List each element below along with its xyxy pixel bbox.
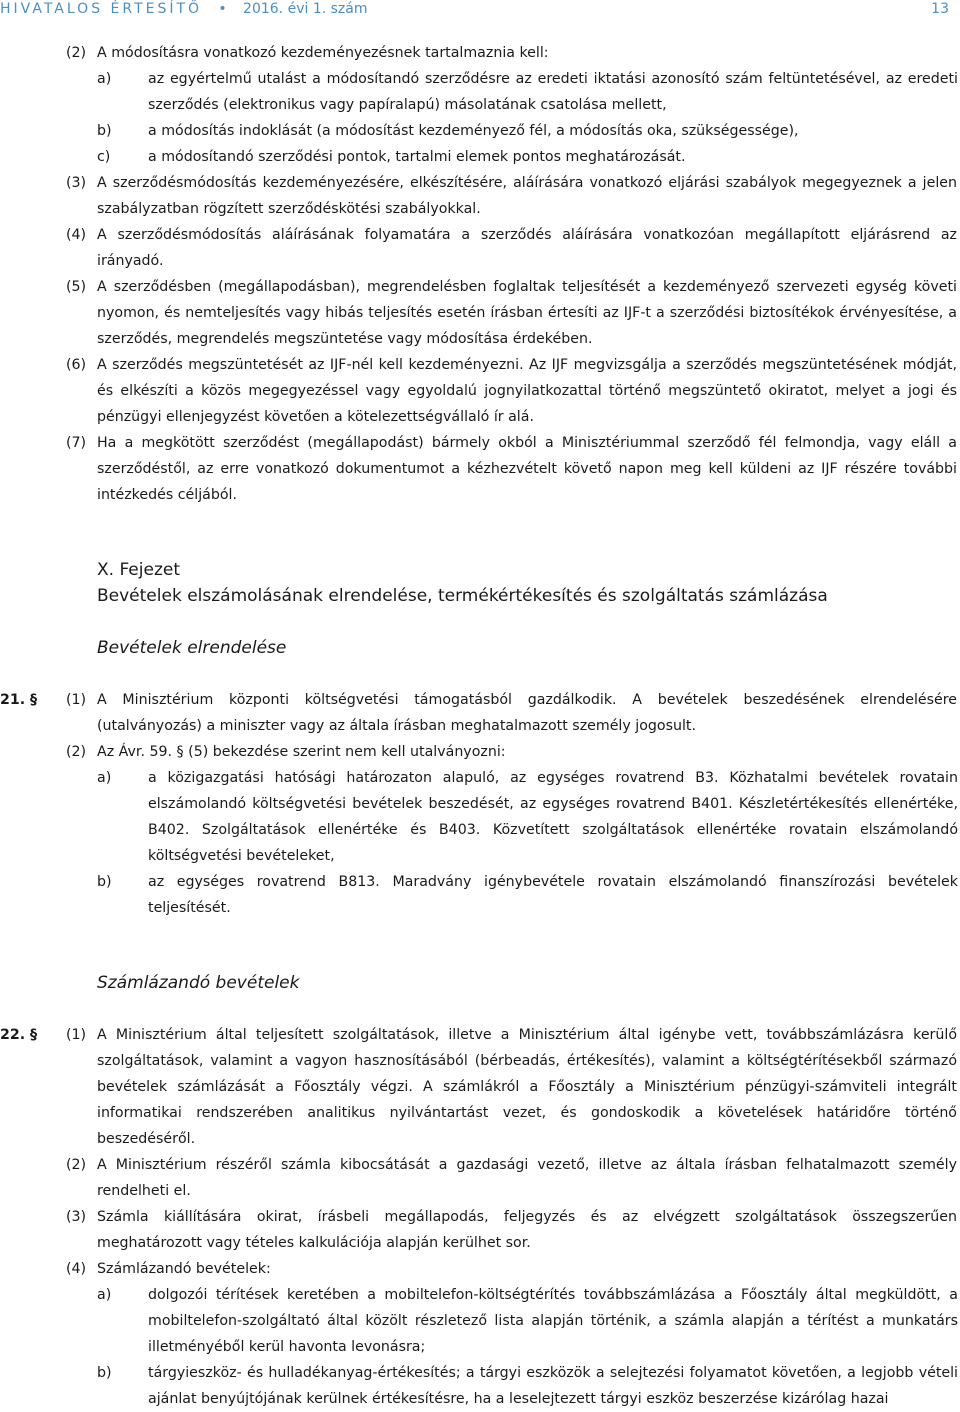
- paragraph: [0, 222, 960, 274]
- page-number: 13: [931, 1, 949, 17]
- list-item-text: az egyértelmű utalást a módosítandó szerződésre az eredeti iktatási azonosító szám feltüntetésével, az eredeti szerződés (elektronikus vagy papíralapú) másolatának csatolása mellett,: [148, 71, 958, 113]
- paragraph-number: (1): [66, 1027, 87, 1043]
- paragraph-text: Számlázandó bevételek:: [97, 1261, 271, 1277]
- subsection-heading: [0, 970, 960, 996]
- paragraph: [0, 40, 960, 66]
- paragraph-text: A szerződésmódosítás aláírásának folyamatára a szerződés aláírására vonatkozóan megállapított eljárásrend az irányadó.: [97, 227, 957, 269]
- list-item-text: a módosítandó szerződési pontok, tartalmi elemek pontos meghatározását.: [148, 149, 686, 165]
- journal-name: HIVATALOS ÉRTESÍTŐ: [0, 1, 203, 17]
- running-header: [0, 0, 960, 20]
- list-item-text: a módosítás indoklását (a módosítást kezdeményező fél, a módosítás oka, szükségessége),: [148, 123, 799, 139]
- list-item: [0, 66, 960, 118]
- list-item-text: tárgyieszköz- és hulladékanyag-értékesítés; a tárgyi eszközök a selejtezési folyamatot követően, a legjobb vételi ajánlat benyújtójának kerülnek értékesítésre, ha a leselejtezett tárgyi eszköz beszerzése kizárólag hazai: [148, 1365, 958, 1407]
- paragraph: [0, 1022, 960, 1152]
- paragraph-number: (3): [66, 175, 87, 191]
- paragraph-text: Ha a megkötött szerződést (megállapodást) bármely okból a Minisztériummal szerződő fél felmondja, vagy eláll a szerződéstől, az erre vonatkozó dokumentumot a kézhezvételt követő napon meg kell küldeni az IJF részére további intézkedés céljából.: [97, 435, 957, 503]
- list-item-text: a közigazgatási hatósági határozaton alapuló, az egységes rovatrend B3. Közhatalmi bevételek rovatain elszámolandó költségvetési bevételek beszedését, az egységes rovatrend B401. Készletértékesítés ellenértéke, B402. Szolgáltatások ellenértéke és B403. Közvetített szolgáltatások ellenértéke rovatain elszámolandó költségvetési bevételeket,: [148, 770, 958, 864]
- list-item-label: a): [97, 1287, 112, 1303]
- list-item: [0, 144, 960, 170]
- chapter-heading: [0, 557, 960, 583]
- paragraph-text: A Minisztérium központi költségvetési támogatásból gazdálkodik. A bevételek beszedésének elrendelésére (utalványozás) a miniszter vagy az általa írásban meghatalmazott személy jogosult.: [97, 692, 957, 734]
- paragraph-text: A szerződés megszüntetését az IJF-nél kell kezdeményezni. Az IJF megvizsgálja a szerződés megszüntetésének módját, és elkészíti a közös megegyezéssel vagy egyoldalú jognyilatkozattal történő megszüntető okiratot, melyet a jogi és pénzügyi ellenjegyzést követően a kötelezettségvállaló ír alá.: [97, 357, 957, 425]
- paragraph-number: (6): [66, 357, 87, 373]
- paragraph-number: (5): [66, 279, 87, 295]
- paragraph: [0, 430, 960, 508]
- paragraph-text: A Minisztérium részéről számla kibocsátását a gazdasági vezető, illetve az általa írásban felhatalmazott személy rendelheti el.: [97, 1157, 957, 1199]
- chapter-heading: [0, 583, 960, 609]
- issue-label: 2016. évi 1. szám: [243, 1, 368, 17]
- section-sign: §: [30, 1027, 38, 1043]
- list-item-label: b): [97, 123, 112, 139]
- list-item: [0, 1360, 960, 1412]
- list-item: [0, 765, 960, 869]
- heading-text: X. Fejezet: [97, 560, 180, 580]
- list-item: [0, 118, 960, 144]
- paragraph-number: (7): [66, 435, 87, 451]
- list-item-label: a): [97, 770, 112, 786]
- paragraph: [0, 687, 960, 739]
- list-item-text: dolgozói térítések keretében a mobiltelefon-költségtérítés továbbszámlázása a Főosztály által megküldött, a mobiltelefon-szolgáltató által közölt részletező lista alapján történik, a számla alapján a térítést a munkatárs illetményéből kerül havonta levonásra;: [148, 1287, 958, 1355]
- list-item-label: b): [97, 874, 112, 890]
- list-item-text: az egységes rovatrend B813. Maradvány igénybevétele rovatain elszámolandó finanszírozási bevételek teljesítését.: [148, 874, 958, 916]
- paragraph-number: (3): [66, 1209, 87, 1225]
- heading-text: Számlázandó bevételek: [97, 973, 300, 993]
- list-item: [0, 869, 960, 921]
- section-number: 22.: [0, 1027, 26, 1043]
- list-item-label: b): [97, 1365, 112, 1381]
- paragraph-text: A módosításra vonatkozó kezdeményezésnek tartalmaznia kell:: [97, 45, 549, 61]
- list-item-label: a): [97, 71, 112, 87]
- heading-text: Bevételek elszámolásának elrendelése, termékértékesítés és szolgáltatás számlázása: [97, 586, 828, 606]
- list-item: [0, 1282, 960, 1360]
- paragraph-number: (4): [66, 1261, 87, 1277]
- paragraph-number: (1): [66, 692, 87, 708]
- paragraph-number: (2): [66, 744, 87, 760]
- paragraph: [0, 274, 960, 352]
- paragraph: [0, 1204, 960, 1256]
- list-item-label: c): [97, 149, 111, 165]
- paragraph: [0, 352, 960, 430]
- journal-title: HIVATALOS ÉRTESÍTŐ • 2016. évi 1. szám: [0, 1, 368, 17]
- section-sign: §: [30, 692, 38, 708]
- paragraph-text: A szerződésmódosítás kezdeményezésére, elkészítésére, aláírására vonatkozó eljárási szabályok megegyeznek a jelen szabályzatban rögzített szerződéskötési szabályokkal.: [97, 175, 957, 217]
- heading-text: Bevételek elrendelése: [97, 638, 287, 658]
- paragraph-text: A Minisztérium által teljesített szolgáltatások, illetve a Minisztérium által igénybe vett, továbbszámlázásra kerülő szolgáltatások, valamint a vagyon hasznosításából (bérbeadás, értékesítés), valamint a költségtérítésekből származó bevételek számlázását a Főosztály végzi. A számlákról a Főosztály a Minisztérium pénzügyi-számviteli integrált informatikai rendszerében analitikus nyilvántartást vezet, és gondoskodik a követelések határidőre történő beszedéséről.: [97, 1027, 957, 1147]
- paragraph: [0, 170, 960, 222]
- paragraph-number: (4): [66, 227, 87, 243]
- paragraph-text: Az Ávr. 59. § (5) bekezdése szerint nem kell utalványozni:: [97, 744, 506, 760]
- paragraph-number: (2): [66, 1157, 87, 1173]
- paragraph: [0, 1152, 960, 1204]
- section-number: 21.: [0, 692, 26, 708]
- subsection-heading: [0, 635, 960, 661]
- paragraph-text: A szerződésben (megállapodásban), megrendelésben foglaltak teljesítését a kezdeményező szervezeti egység követi nyomon, és nemteljesítés vagy hibás teljesítés esetén írásban értesíti az IJF-t a szerződési biztosítékok érvényesítése, a szerződés, megrendelés megszüntetése vagy módosítása érdekében.: [97, 279, 957, 347]
- paragraph-number: (2): [66, 45, 87, 61]
- paragraph: [0, 739, 960, 765]
- paragraph: [0, 1256, 960, 1282]
- paragraph-text: Számla kiállítására okirat, írásbeli megállapodás, feljegyzés és az elvégzett szolgáltatások összegszerűen meghatározott vagy tételes kalkulációja alapján kerülhet sor.: [97, 1209, 957, 1251]
